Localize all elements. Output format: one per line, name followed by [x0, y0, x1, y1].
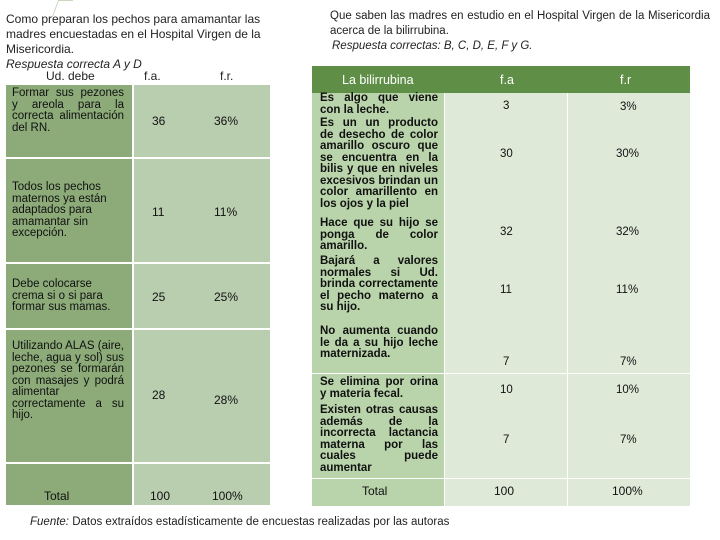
left-row-fa: 36: [152, 114, 166, 128]
right-row-fr: 32%: [616, 226, 640, 238]
left-row-divider: [6, 262, 270, 264]
source-text: Datos extraídos estadísticamente de encuestas realizadas por las autoras: [69, 516, 450, 528]
right-answer-text: Respuesta correctas: B, C, D, E, F y G.: [332, 40, 533, 52]
left-column-divider: [132, 85, 134, 505]
right-total-fr: 100%: [612, 484, 643, 498]
left-row-divider: [6, 328, 270, 330]
right-row-label: Es algo que viene con la leche.: [320, 92, 438, 116]
left-table-header: [6, 69, 271, 83]
right-row-label: No aumenta cuando le da a su hijo leche maternizada.: [320, 325, 438, 360]
left-total-fa: 100: [150, 489, 171, 503]
left-row-fa: 25: [152, 290, 166, 304]
left-row-label: Todos los pechos maternos ya están adaptados para amamantar sin excepción.: [12, 181, 107, 239]
left-intro-text: Como preparan los pechos para amamantar las madres encuestadas en el Hospital Virgen de la Misericordia.: [6, 12, 261, 56]
left-row-fr: 28%: [214, 393, 239, 407]
right-total-label: Total: [362, 484, 388, 498]
left-row-fr: 25%: [214, 290, 239, 304]
left-row-fa: 11: [152, 205, 165, 219]
right-row-label: Hace que su hijo se ponga de color amarillo.: [320, 217, 438, 252]
right-row-divider: [312, 373, 690, 374]
right-row-fr: 10%: [616, 384, 640, 396]
left-row-label: Debe colocarse crema si o si para formar sus mamas.: [12, 278, 111, 313]
right-header-fr: f.r: [620, 73, 632, 87]
right-row-fa: 30: [500, 148, 513, 160]
right-table-caption: [330, 9, 710, 54]
left-row-fr: 11%: [214, 205, 238, 219]
left-answer-text: Respuesta correcta A y D: [6, 57, 142, 71]
right-row-fa: 7: [503, 356, 510, 368]
right-row-label: Es un un producto de desecho de color amarillo oscuro que se encuentra en la bilis y que en niveles excesivos brindan un color amarillento en los ojos y la piel: [320, 117, 438, 210]
right-row-divider: [312, 478, 690, 479]
right-row-fa: 10: [500, 384, 513, 396]
right-row-label: Bajará a valores normales si Ud. brinda correctamente el pecho materno a su hijo.: [320, 255, 438, 313]
right-row-fa: 11: [500, 284, 512, 296]
right-row-fr: 11%: [616, 284, 639, 296]
left-table-caption: [6, 12, 274, 72]
left-total-fr: 100%: [212, 489, 243, 503]
right-table-header: [312, 66, 690, 93]
left-row-label: Utilizando ALAS (aire, leche, agua y sol) sus pezones se formarán con masajes y podrá alimentar correctamente a su hijo.: [12, 340, 124, 421]
right-row-fr: 7%: [620, 356, 637, 368]
right-header-fa: f.a: [500, 73, 514, 87]
right-total-fa: 100: [494, 484, 515, 498]
left-total-label: Total: [44, 489, 70, 503]
right-row-label: Se elimina por orina y materia fecal.: [320, 376, 438, 400]
left-header-fa: f.a.: [144, 69, 161, 83]
right-row-fr: 7%: [620, 434, 637, 446]
left-header-label: Ud. debe: [46, 69, 95, 83]
left-row-fr: 36%: [214, 114, 239, 128]
left-header-fr: f.r.: [220, 69, 234, 83]
right-row-label: Existen otras causas además de la incorrecta lactancia materna por las cuales puede aumentar: [320, 404, 438, 474]
left-row-fa: 28: [152, 388, 166, 402]
right-row-fa: 7: [503, 434, 510, 446]
right-row-fa: 32: [500, 226, 513, 238]
right-intro-text: Que saben las madres en estudio en el Hospital Virgen de la Misericordia acerca de la bilirrubina.: [330, 10, 710, 37]
source-label: Fuente:: [30, 516, 69, 528]
right-row-fr: 30%: [616, 148, 640, 160]
right-row-fa: 3: [503, 100, 510, 112]
left-row-divider: [6, 157, 270, 159]
right-header-label: La bilirrubina: [342, 73, 414, 87]
right-row-fr: 3%: [620, 101, 637, 113]
left-row-divider: [6, 462, 270, 464]
source-footnote: [30, 516, 449, 528]
right-column-divider: [567, 93, 568, 506]
left-row-label: Formar sus pezones y areola para la correcta alimentación del RN.: [12, 87, 124, 134]
right-column-divider: [444, 93, 445, 506]
